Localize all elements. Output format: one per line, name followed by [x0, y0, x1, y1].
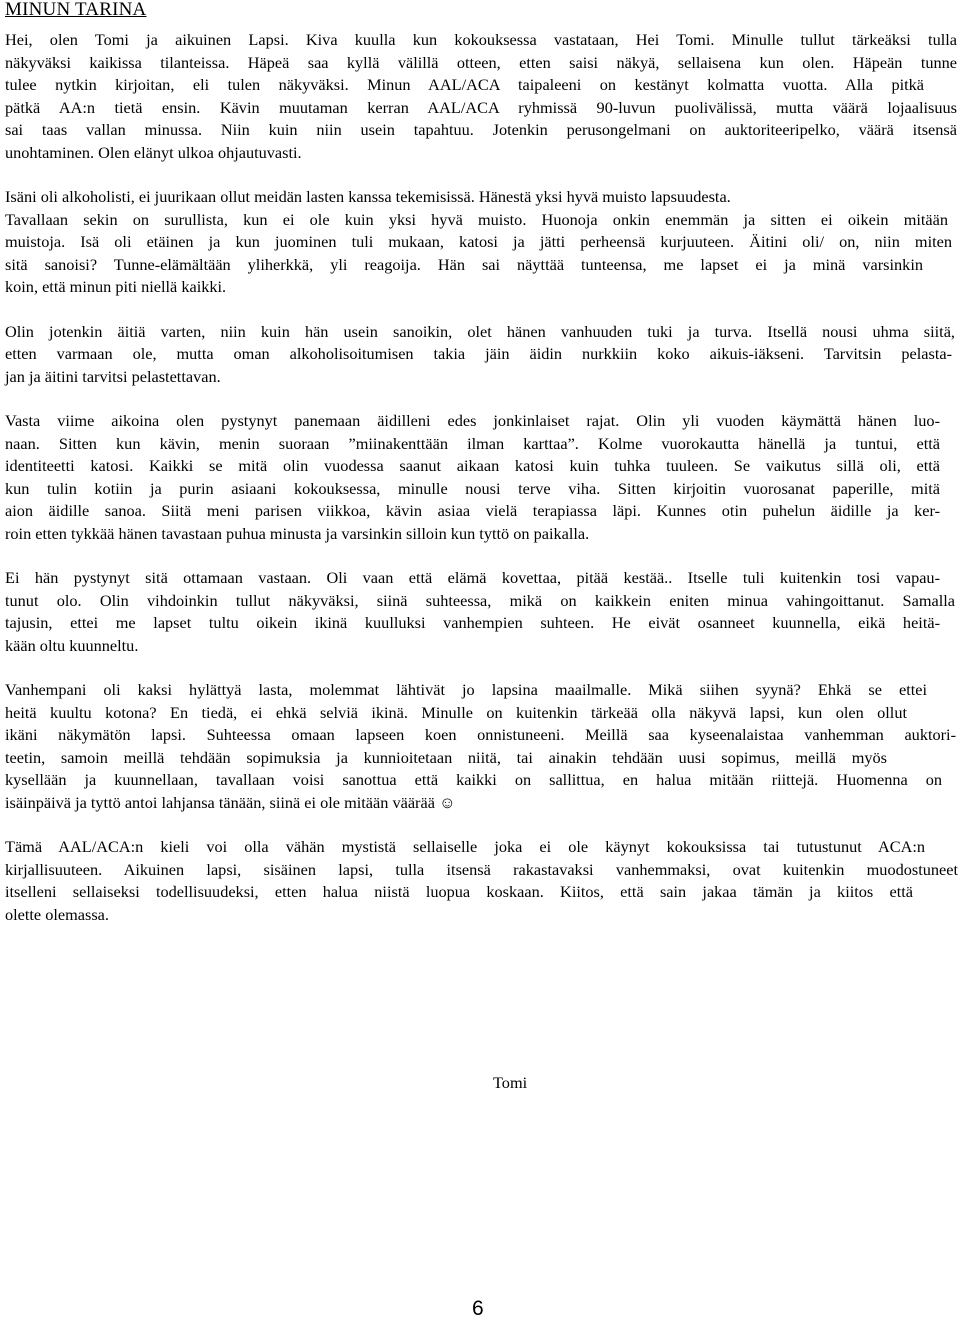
- text-line: tunut olo. Olin vihdoinkin tullut näkyväksi, siinä suhteessa, mikä on kaikkein eniten minua vahingoittanut. Samalla: [5, 590, 955, 610]
- paragraph-3: [5, 321, 957, 389]
- text-line: sitä sanoisi? Tunne-elämältään yliherkkä, yli reagoija. Hän sai näyttää tunteensa, me lapset ei ja minä varsinkin: [5, 254, 923, 274]
- text-line: itselleni sellaiseksi todellisuudeksi, etten halua niistä luopua koskaan. Kiitos, että sain jakaa tämän ja kiitos että: [5, 882, 913, 901]
- text-line: unohtaminen. Olen elänyt ulkoa ohjautuvasti.: [5, 142, 302, 162]
- text-line: pätkä AA:n tietä ensin. Kävin muutaman kerran AAL/ACA ryhmissä 90-luvun puolivälissä, mutta väärä lojaalisuus: [5, 97, 957, 117]
- text-line: ikäni näkymätön lapsi. Suhteessa omaan lapseen koen onnistuneeni. Meillä saa kyseenalaistaa vanhemman auktori-: [5, 725, 956, 744]
- paragraph-7: [5, 836, 957, 926]
- text-line: kysellään ja kuunnellaan, tavallaan voisi sanottua että kaikki on sallittua, en halua mitään riittejä. Huomenna on: [5, 770, 942, 789]
- text-line: muistoja. Isä oli etäinen ja kun juominen tuli mukaan, katosi ja jätti perheensä kurjuuteen. Äitini oli/ on, niin miten: [5, 232, 952, 251]
- text-line: teetin, samoin meillä tehdään sopimuksia ja kunnioitetaan niitä, tai ainakin tehdään uusi sopimus, meillä myös: [5, 747, 887, 767]
- text-line: kun tulin kotiin ja purin asiaani kokouksessa, minulle nousi terve viha. Sitten kirjoitin vuorosanat paperille, mitä: [5, 478, 940, 498]
- text-line: etten varmaan ole, mutta oman alkoholisoitumisen takia jäin äidin nurkkiin koko aikuis-iäkseni. Tarvitsin pelasta-: [5, 344, 952, 363]
- page-number: 6: [472, 1297, 484, 1320]
- text-line: heitä kuultu kotona? En tiedä, ei ehkä selviä ikinä. Minulle on kuitenkin tärkeää olla näkyvä lapsi, kun olen ollut: [5, 702, 907, 722]
- signature: Tomi: [493, 1073, 528, 1092]
- story-body: [5, 29, 957, 926]
- text-line: jan ja äitini tarvitsi pelastettavan.: [5, 366, 221, 386]
- text-line: Vasta viime aikoina olen pystynyt panemaan äidilleni edes jonkinlaiset rajat. Olin yli vuoden käymättä hänen luo-: [5, 411, 940, 430]
- paragraph-1: [5, 29, 957, 164]
- paragraph-4: [5, 410, 957, 545]
- text-line: tulee nytkin kirjoitan, eli tulen näkyväksi. Minun AAL/ACA taipaleeni on kestänyt kolmatta vuotta. Alla pitkä: [5, 75, 924, 94]
- text-line: näkyväksi kaikissa tilanteissa. Häpeä saa kyllä välillä otteen, etten saisi näkyä, sellaisena kun olen. Häpeän tunne: [5, 52, 957, 72]
- text-line: Tavallaan sekin on surullista, kun ei ole kuin yksi hyvä muisto. Huonoja onkin enemmän ja sitten ei oikein mitään: [5, 209, 948, 229]
- text-line: identiteetti katosi. Kaikki se mitä olin vuodessa saanut aikaan katosi kuin tuhka tuuleen. Se vaikutus sillä oli, että: [5, 456, 940, 475]
- text-line: Olin jotenkin äitiä varten, niin kuin hän usein sanoikin, olet hänen vanhuuden tuki ja turva. Itsellä nousi uhma siitä,: [5, 321, 955, 341]
- page-title: MINUN TARINA: [5, 0, 147, 20]
- text-line: Tämä AAL/ACA:n kieli voi olla vähän mystistä sellaiselle joka ei ole käynyt kokouksissa tai tutustunut ACA:n: [5, 837, 925, 856]
- text-line: Isäni oli alkoholisti, ei juurikaan ollut meidän lasten kanssa tekemisissä. Hänestä yksi hyvä muisto lapsuudesta.: [5, 187, 731, 206]
- text-line: Hei, olen Tomi ja aikuinen Lapsi. Kiva kuulla kun kokouksessa vastataan, Hei Tomi. Minulle tullut tärkeäksi tulla: [5, 30, 957, 49]
- text-line: tajusin, ettei me lapset tultu oikein ikinä kuulluksi vanhempien suhteen. He eivät osanneet kuunnella, eikä heitä-: [5, 613, 940, 632]
- paragraph-2: [5, 186, 957, 299]
- text-line: roin etten tykkää hänen tavastaan puhua minusta ja varsinkin silloin kun tyttö on paikalla.: [5, 523, 590, 543]
- text-line: Ei hän pystynyt sitä ottamaan vastaan. Oli vaan että elämä kovettaa, pitää kestää.. Itselle tuli kuitenkin tosi vapau-: [5, 568, 940, 587]
- text-line: kirjallisuuteen. Aikuinen lapsi, sisäinen lapsi, tulla itsensä rakastavaksi vanhemmaksi, ovat kuitenkin muodostuneet: [5, 859, 958, 879]
- text-line: kään oltu kuunneltu.: [5, 635, 139, 655]
- text-line: Vanhempani oli kaksi hylättyä lasta, molemmat lähtivät jo lapsina maailmalle. Mikä siihen syynä? Ehkä se ettei: [5, 680, 927, 699]
- text-line: naan. Sitten kun kävin, menin suoraan ”miinakenttään ilman karttaa”. Kolme vuorokautta hänellä ja tuntui, että: [5, 433, 940, 453]
- paragraph-5: [5, 567, 957, 657]
- text-line: sai taas vallan minussa. Niin kuin niin usein tapahtuu. Jotenkin perusongelmani on auktoriteeripelko, väärä itsensä: [5, 120, 957, 139]
- text-line: koin, että minun piti niellä kaikki.: [5, 277, 227, 296]
- text-line: aion äidille sanoa. Siitä meni parisen viikkoa, kävin asiaa vielä terapiassa läpi. Kunnes otin puhelun äidille ja ker-: [5, 501, 940, 520]
- text-line: olette olemassa.: [5, 904, 109, 924]
- paragraph-6: [5, 679, 957, 814]
- text-line: isäinpäivä ja tyttö antoi lahjansa tänään, siinä ei ole mitään väärää ☺: [5, 792, 456, 812]
